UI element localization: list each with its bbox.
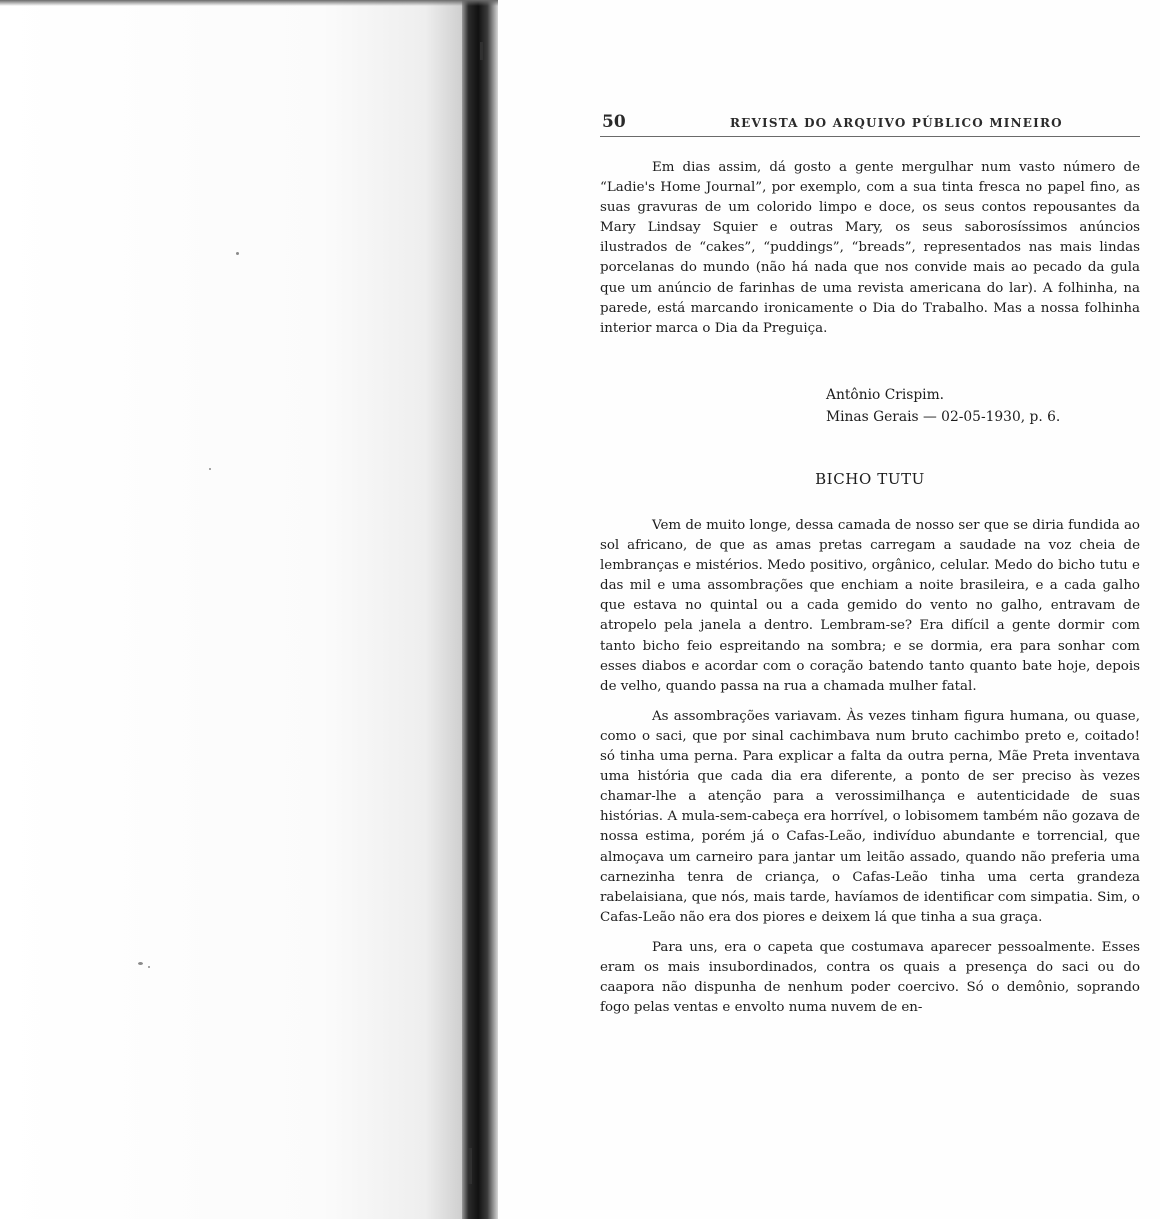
book-gutter <box>462 0 498 1219</box>
signature-source: Minas Gerais — 02-05-1930, p. 6. <box>826 409 1061 425</box>
paper-speck <box>138 962 143 965</box>
paper-speck <box>148 966 150 968</box>
section-paragraph: As assombrações variavam. Às vezes tinham figura humana, ou quase, como o saci, que por sinal cachimbava num bruto cachimbo preto e, coitado! só tinha uma perna. Para explicar a falta da outra perna, Mãe Preta inventava uma história que cada dia era diferente, a ponto de ser preciso às vezes chamar-lhe a atenção para a verossimilhança e autenticidade de suas histórias. A mula-sem-cabeça era horrível, o lobisomem também não gozava de nossa estima, porém já o Cafas-Leão, indivíduo abundante e torrencial, que almoçava um carneiro para jantar um leitão assado, quando não preferia uma carnezinha tenra de criança, o Cafas-Leão tinha uma certa grandeza rabelaisiana, que nós, mais tarde, havíamos de identificar com simpatia. Sim, o Cafas-Leão não era dos piores e deixem lá que tinha a sua graça. <box>600 708 1140 925</box>
page-number: 50 <box>602 112 626 132</box>
signature-author: Antônio Crispim. <box>826 387 945 403</box>
page-header <box>600 112 1140 137</box>
section-paragraph: Vem de muito longe, dessa camada de nosso ser que se diria fundida ao sol africano, de que as amas pretas carregam a saudade na voz cheia de lembranças e mistérios. Medo positivo, orgânico, celular. Medo do bicho tutu e das mil e uma assombrações que enchiam a noite brasileira, e a cada galho que estava no quintal ou a cada gemido do vento no galho, entravam de atropelo pela janela a dentro. Lembram-se? Era difícil a gente dormir com tanto bicho feio espreitando na sombra; e se dormia, era para sonhar com esses diabos e acordar com o coração batendo tanto quanto bate hoje, depois de velho, quando passa na rua a chamada mulher fatal. <box>600 518 1140 694</box>
section-paragraph: Para uns, era o capeta que costumava aparecer pessoalmente. Esses eram os mais insubordinados, contra os quais a presença do saci ou do caapora não dispunha de nenhum poder coercivo. Só o demônio, soprando fogo pelas ventas e envolto numa nuvem de en- <box>600 939 1140 1016</box>
margin-mark <box>468 1148 472 1184</box>
intro-paragraph: Em dias assim, dá gosto a gente mergulhar num vasto número de “Ladie's Home Journal”, por exemplo, com a sua tinta fresca no papel fino, as suas gravuras de um colorido limpo e doce, os seus contos repousantes da Mary Lindsay Squier e outras Mary, os seus saborosíssimos anúncios ilustrados de “cakes”, “puddings”, “breads”, representados nas mais lindas porcelanas do mundo (não há nada que nos convide mais ao pecado da gula que um anúncio de farinhas de uma revista americana do lar). A folhinha, na parede, está marcando ironicamente o Dia do Trabalho. Mas a nossa folhinha interior marca o Dia da Preguiça. <box>600 160 1140 336</box>
margin-mark <box>480 42 483 60</box>
section-body <box>600 516 1140 1018</box>
intro-text <box>600 158 1140 339</box>
blank-left-page <box>0 0 462 1219</box>
running-head: REVISTA DO ARQUIVO PÚBLICO MINEIRO <box>730 116 1063 130</box>
paper-speck <box>209 468 211 470</box>
section-title: BICHO TUTU <box>815 470 925 488</box>
text-page <box>498 0 1160 1219</box>
signature-block <box>826 384 1060 428</box>
paper-speck <box>236 252 239 255</box>
